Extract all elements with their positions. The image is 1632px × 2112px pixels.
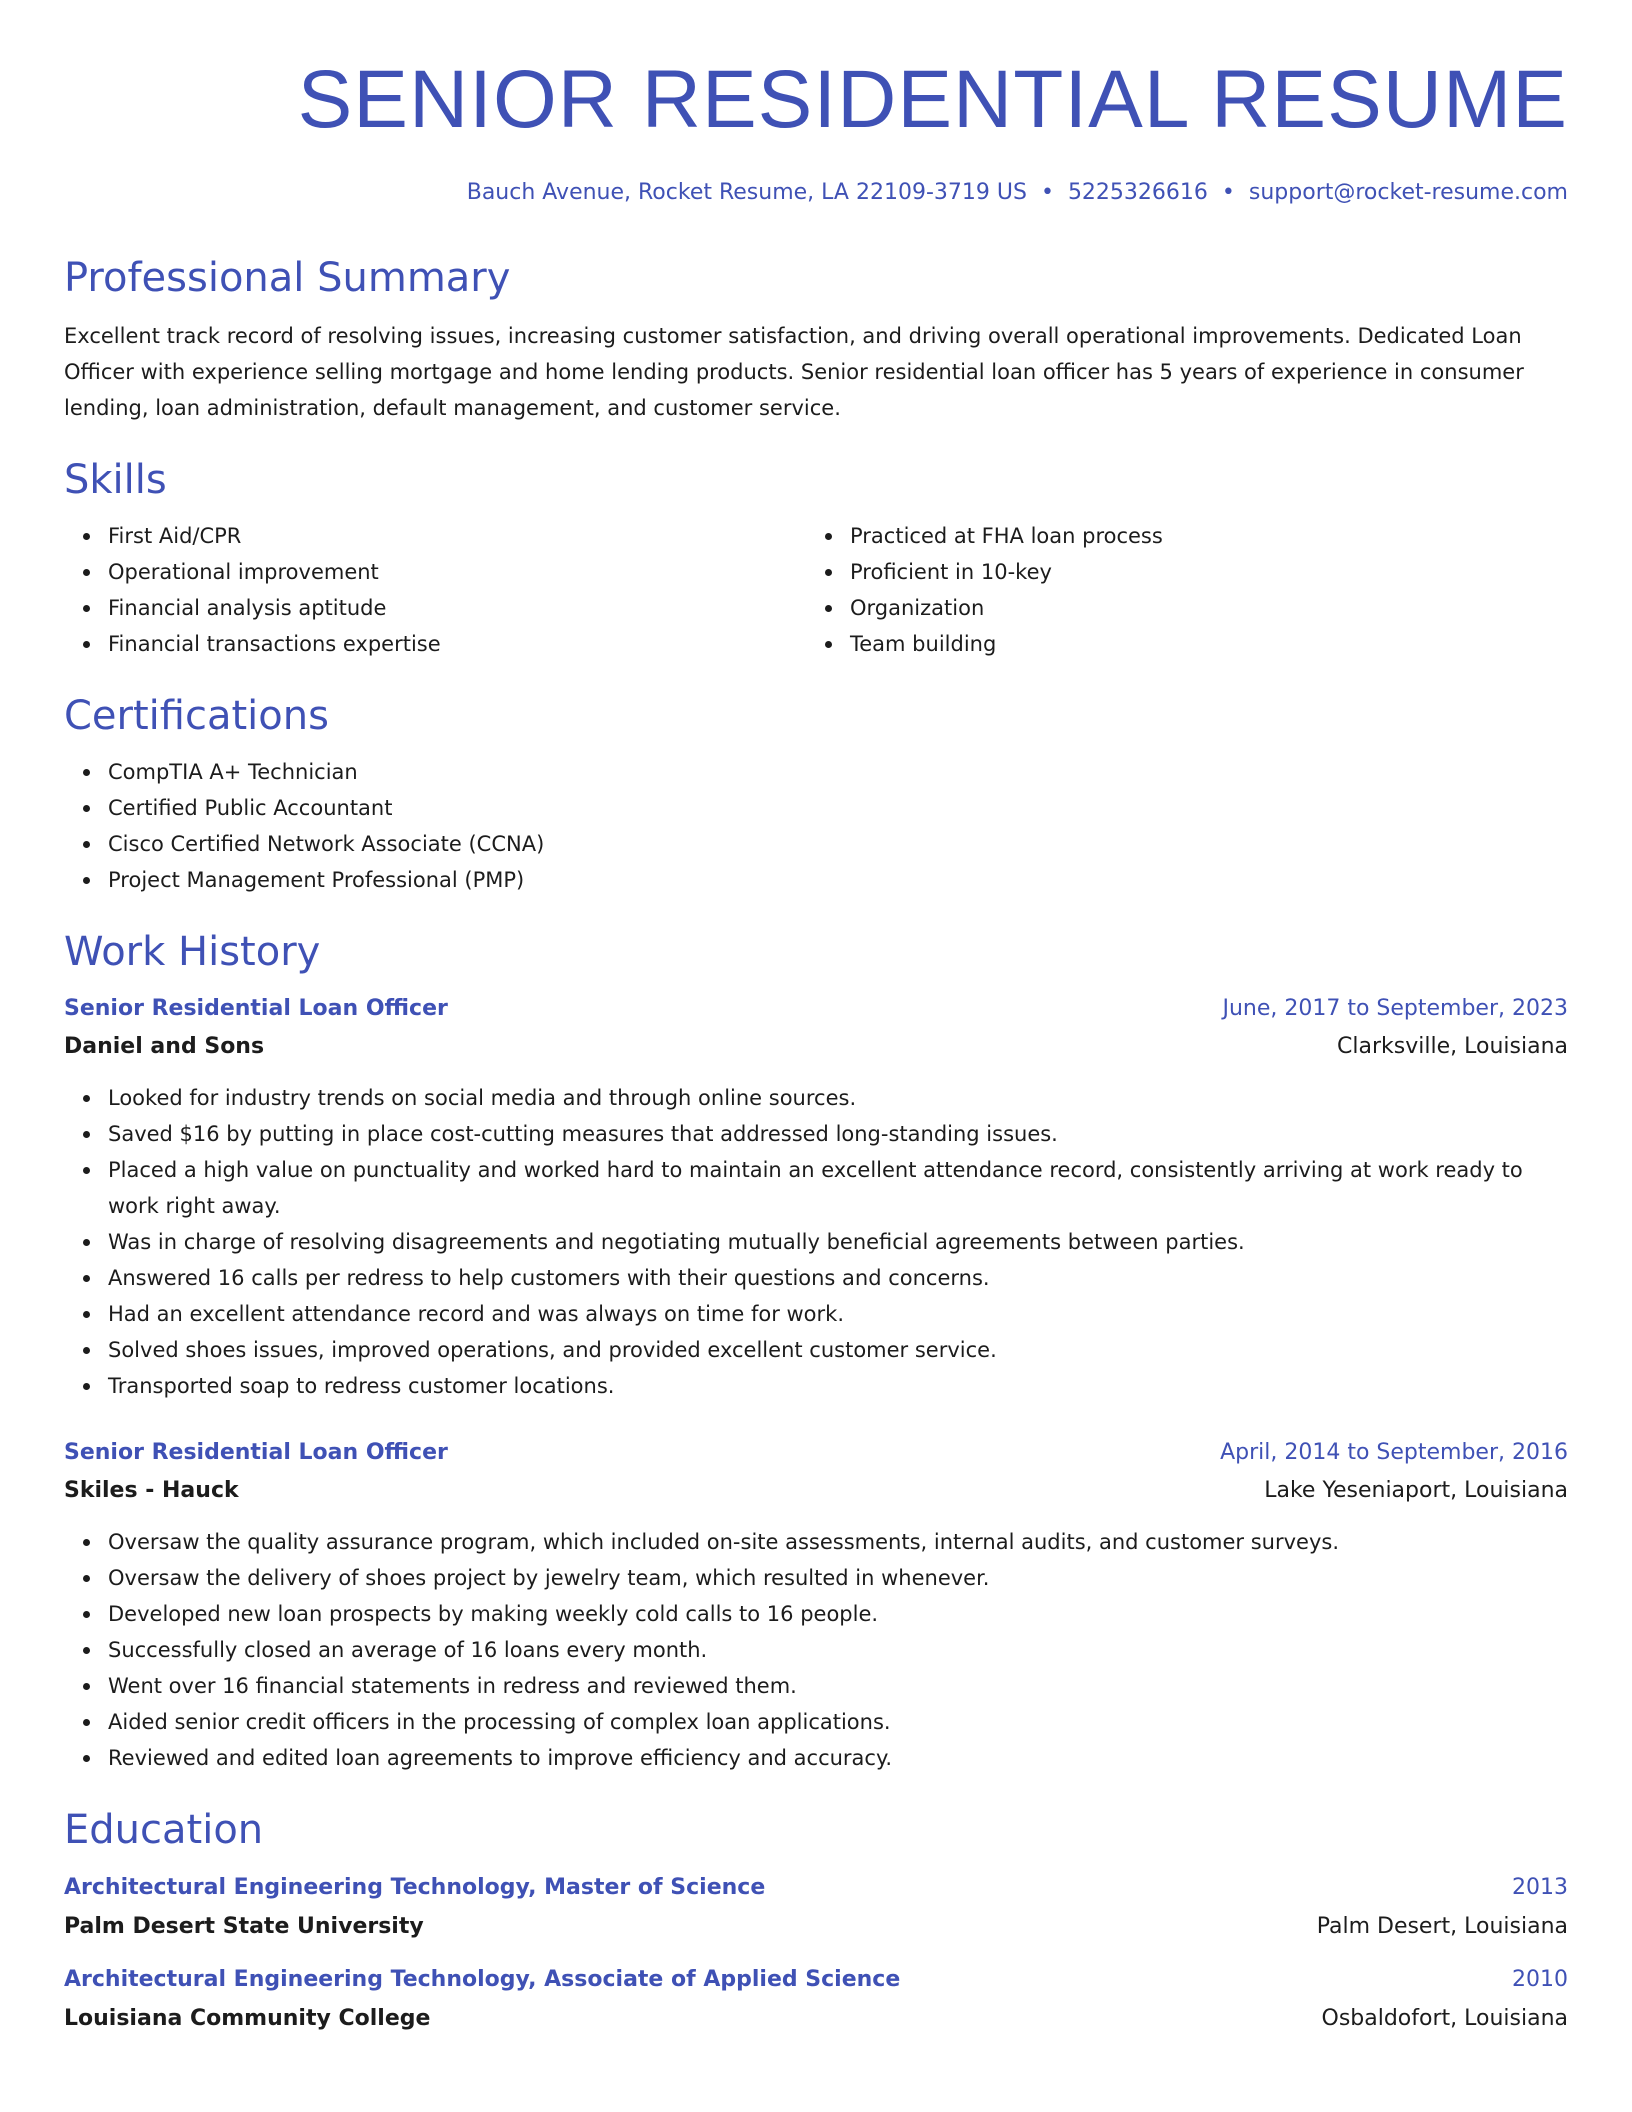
job-bullet: Oversaw the delivery of shoes project by jewelry team, which resulted in whenever. [108, 1560, 1568, 1596]
certification-item: CompTIA A+ Technician [108, 754, 1568, 790]
skill-item: Proficient in 10-key [850, 554, 1548, 590]
job-bullet: Developed new loan prospects by making weekly cold calls to 16 people. [108, 1596, 1568, 1632]
education-location: Osbaldofort, Louisiana [1321, 2006, 1568, 2031]
job-bullets [64, 1524, 1568, 1776]
skills-section [64, 456, 1568, 662]
resume-name: SENIOR RESIDENTIAL RESUME [297, 54, 1568, 145]
skill-item: First Aid/CPR [108, 518, 806, 554]
summary-heading: Professional Summary [64, 255, 511, 301]
job-bullet: Successfully closed an average of 16 loans every month. [108, 1632, 1568, 1668]
skill-item: Financial transactions expertise [108, 626, 806, 662]
education-school-row [64, 2000, 1568, 2038]
job-bullet: Oversaw the quality assurance program, which included on-site assessments, internal audits, and customer surveys. [108, 1524, 1568, 1560]
job-employer-row [64, 1472, 1568, 1510]
job-title: Senior Residential Loan Officer [64, 996, 448, 1021]
job-title-row [64, 990, 1568, 1028]
job-location: Clarksville, Louisiana [1337, 1034, 1568, 1059]
contact-address: Bauch Avenue, Rocket Resume, LA 22109-3719 US [466, 180, 1027, 205]
contact-email[interactable]: support@rocket-resume.com [1248, 180, 1568, 205]
education-degree: Architectural Engineering Technology, Master of Science [64, 1875, 766, 1900]
education-degree-row [64, 1868, 1568, 1908]
job-title-row [64, 1434, 1568, 1472]
job-employer: Daniel and Sons [64, 1034, 265, 1059]
skill-item: Practiced at FHA loan process [850, 518, 1548, 554]
skill-item: Financial analysis aptitude [108, 590, 806, 626]
contact-separator: • [1221, 180, 1235, 205]
job-dates: June, 2017 to September, 2023 [1222, 996, 1568, 1021]
resume-header [64, 52, 1568, 208]
contact-separator: • [1040, 180, 1054, 205]
skills-list-left [64, 518, 806, 662]
contact-phone: 5225326616 [1067, 180, 1208, 205]
work-history-section [64, 928, 1568, 1776]
certifications-heading: Certifications [64, 693, 329, 739]
education-entry [64, 1868, 1568, 1946]
education-school: Palm Desert State University [64, 1914, 424, 1939]
skills-heading: Skills [64, 457, 167, 503]
skill-item: Operational improvement [108, 554, 806, 590]
job-employer-row [64, 1028, 1568, 1066]
skill-item: Organization [850, 590, 1548, 626]
job-bullet: Went over 16 financial statements in redress and reviewed them. [108, 1668, 1568, 1704]
education-school-row [64, 1908, 1568, 1946]
education-degree: Architectural Engineering Technology, Associate of Applied Science [64, 1967, 901, 1992]
job-bullet: Reviewed and edited loan agreements to improve efficiency and accuracy. [108, 1740, 1568, 1776]
education-degree-row [64, 1960, 1568, 2000]
job-bullet: Answered 16 calls per redress to help customers with their questions and concerns. [108, 1260, 1568, 1296]
skills-list-right [806, 518, 1548, 662]
education-year: 2010 [1512, 1967, 1568, 1992]
job-bullet: Was in charge of resolving disagreements and negotiating mutually beneficial agreements between parties. [108, 1224, 1568, 1260]
certification-item: Project Management Professional (PMP) [108, 862, 1568, 898]
education-year: 2013 [1512, 1875, 1568, 1900]
job-dates: April, 2014 to September, 2016 [1220, 1440, 1568, 1465]
job-bullet: Looked for industry trends on social media and through online sources. [108, 1080, 1568, 1116]
job-bullet: Transported soap to redress customer locations. [108, 1368, 1568, 1404]
job-location: Lake Yeseniaport, Louisiana [1264, 1478, 1568, 1503]
job-bullets [64, 1080, 1568, 1404]
certification-item: Certified Public Accountant [108, 790, 1568, 826]
job-bullet: Aided senior credit officers in the processing of complex loan applications. [108, 1704, 1568, 1740]
certifications-list [64, 754, 1568, 898]
skills-grid [64, 518, 1568, 662]
education-section [64, 1806, 1568, 2038]
job-bullet: Placed a high value on punctuality and worked hard to maintain an excellent attendance record, consistently arriving at work ready to work right away. [108, 1152, 1568, 1224]
education-location: Palm Desert, Louisiana [1316, 1914, 1568, 1939]
certifications-section [64, 692, 1568, 898]
job-title: Senior Residential Loan Officer [64, 1440, 448, 1465]
job-employer: Skiles - Hauck [64, 1478, 239, 1503]
job-bullet: Had an excellent attendance record and was always on time for work. [108, 1296, 1568, 1332]
job-bullet: Saved $16 by putting in place cost-cutting measures that addressed long-standing issues. [108, 1116, 1568, 1152]
skill-item: Team building [850, 626, 1548, 662]
work-history-heading: Work History [64, 929, 321, 975]
job-entry [64, 1434, 1568, 1776]
education-school: Louisiana Community College [64, 2006, 431, 2031]
job-bullet: Solved shoes issues, improved operations, and provided excellent customer service. [108, 1332, 1568, 1368]
contact-line [64, 178, 1568, 208]
education-heading: Education [64, 1807, 264, 1853]
job-entry [64, 990, 1568, 1404]
summary-section [64, 254, 1568, 426]
certification-item: Cisco Certified Network Associate (CCNA) [108, 826, 1568, 862]
summary-text: Excellent track record of resolving issues, increasing customer satisfaction, and driving overall operational improvements. Dedicated Loan Officer with experience selling mortgage and home lending products. Senior residential loan officer has 5 years of experience in consumer lending, loan administration, default management, and customer service. [64, 324, 1524, 420]
education-entry [64, 1960, 1568, 2038]
